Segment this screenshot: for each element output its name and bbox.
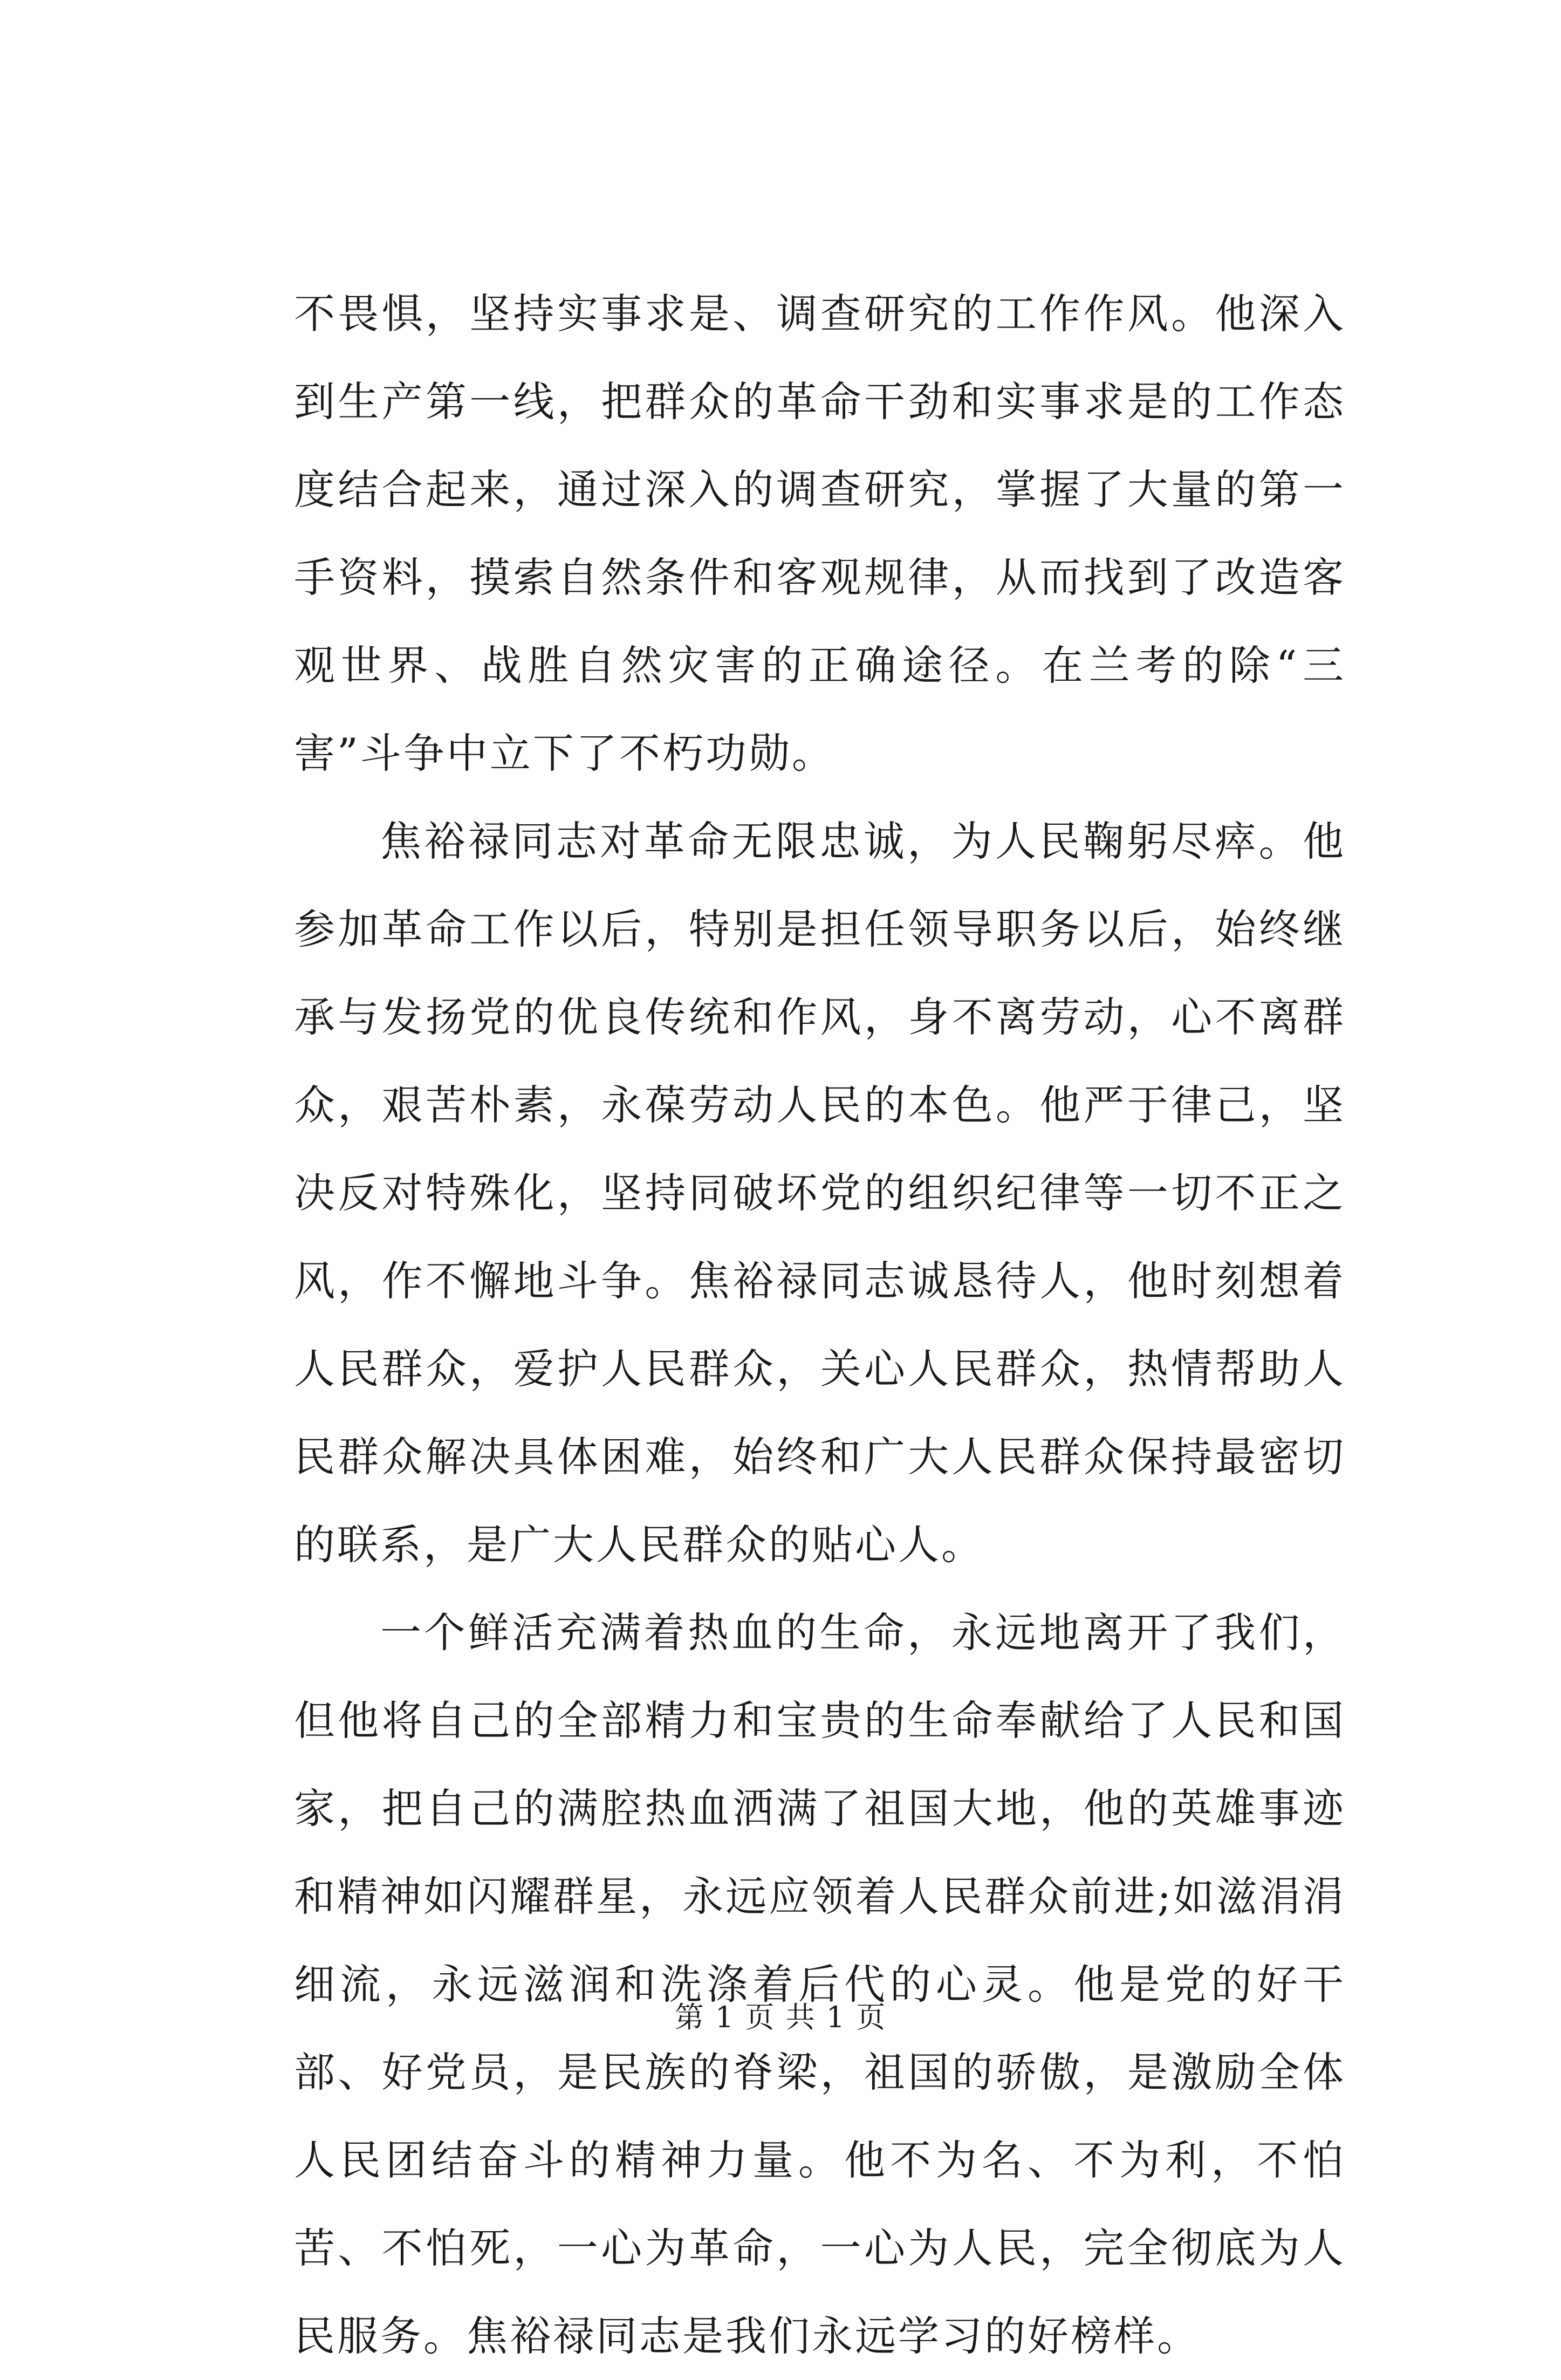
paragraph-2: 焦裕禄同志对革命无限忠诚，为人民鞠躬尽瘁。他参加革命工作以后，特别是担任领导职务以后，始终继承与发扬党的优良传统和作风，身不离劳动，心不离群众，艰苦朴素，永葆劳动人民的本色。他严于律己，坚决反对特殊化，坚持同破坏党的组织纪律等一切不正之风，作不懈地斗争。焦裕禄同志诚恳待人，他时刻想着人民群众，爱护人民群众，关心人民群众，热情帮助人民群众解决具体困难，始终和广大人民群众保持最密切的联系，是广大人民群众的贴心人。 [294, 817, 1346, 1569]
page-footer: 第 1 页 共 1 页 [674, 2000, 887, 2034]
paragraph-3: 一个鲜活充满着热血的生命，永远地离开了我们，但他将自己的全部精力和宝贵的生命奉献给了人民和国家，把自己的满腔热血洒满了祖国大地，他的英雄事迹和精神如闪耀群星，永远应领着人民群众前进;如滋涓涓细流，永远滋润和洗涤着后代的心灵。他是党的好干部、好党员，是民族的脊梁，祖国的骄傲，是激励全体人民团结奋斗的精神力量。他不为名、不为利，不怕苦、不怕死，一心为革命，一心为人民，完全彻底为人民服务。焦裕禄同志是我们永远学习的好榜样。 [294, 1609, 1346, 2360]
document-body [294, 270, 1346, 2380]
paragraph-1: 不畏惧，坚持实事求是、调查研究的工作作风。他深入到生产第一线，把群众的革命干劲和实事求是的工作态度结合起来，通过深入的调查研究，掌握了大量的第一手资料，摸索自然条件和客观规律，从而找到了改造客观世界、战胜自然灾害的正确途径。在兰考的除“三害”斗争中立下了不朽功勋。 [294, 290, 1346, 777]
